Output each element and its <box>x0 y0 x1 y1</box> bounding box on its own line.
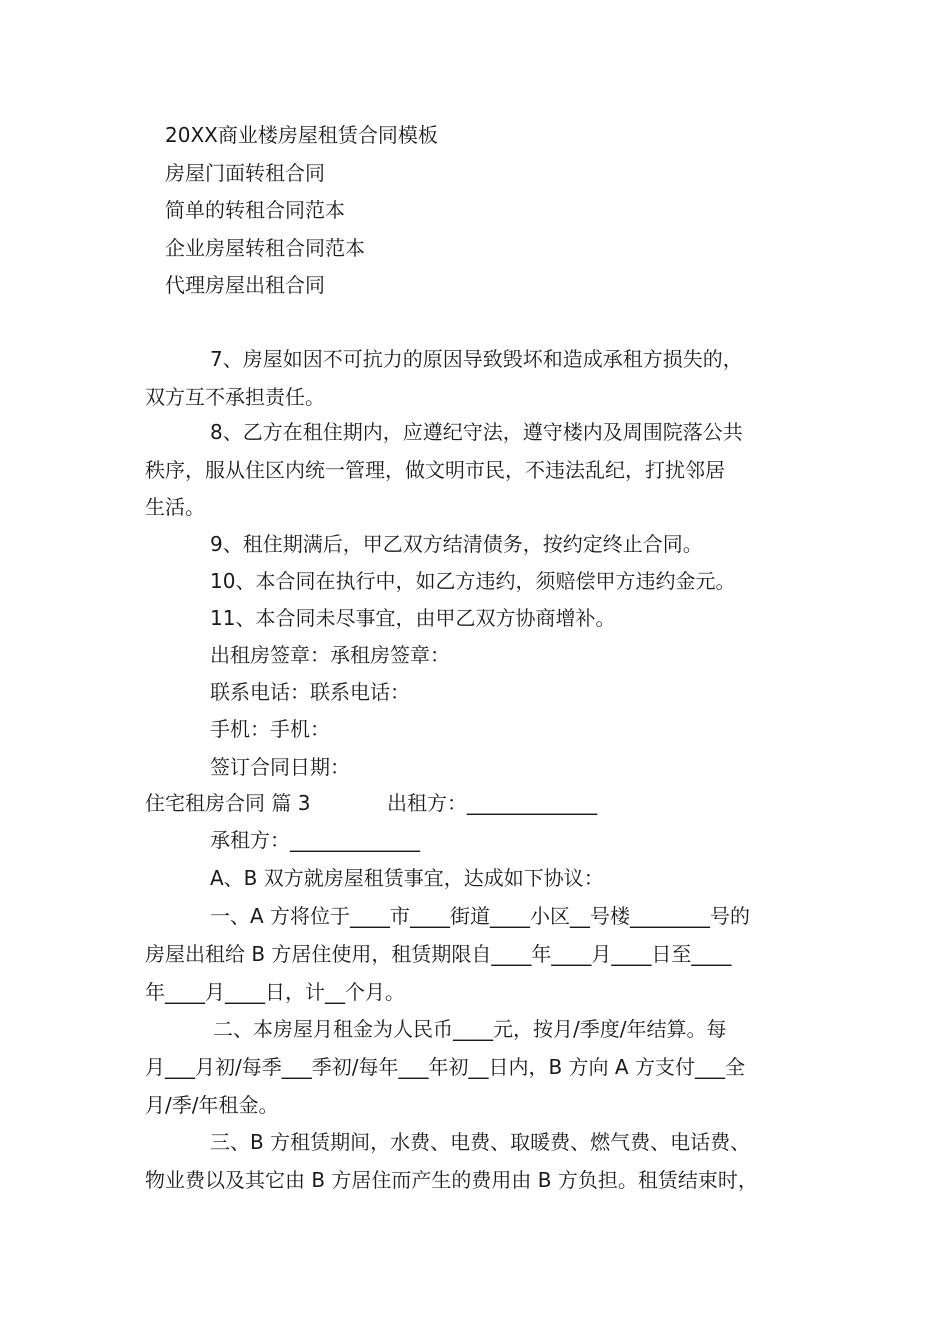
clause-7-cont: 双方互不承担责任。 <box>145 385 325 409</box>
related-link[interactable]: 20XX商业楼房屋租赁合同模板 <box>165 123 438 147</box>
related-link[interactable]: 房屋门面转租合同 <box>165 161 325 185</box>
term-2: 二、本房屋月租金为人民币____元，按月/季度/年结算。每 <box>213 1017 727 1041</box>
related-link[interactable]: 企业房屋转租合同范本 <box>165 236 365 260</box>
clause-11: 11、本合同未尽事宜，由甲乙双方协商增补。 <box>210 606 616 630</box>
clause-7: 7、房屋如因不可抗力的原因导致毁坏和造成承租方损失的， <box>210 347 743 371</box>
mobile-line: 手机：手机： <box>210 717 330 741</box>
clause-8-cont: 生活。 <box>145 495 205 519</box>
term-1-cont: 年____月____日，计__个月。 <box>145 980 405 1004</box>
related-link[interactable]: 简单的转租合同范本 <box>165 198 345 222</box>
lessee-line: 承租方：_____________ <box>210 828 420 852</box>
term-1: 一、A 方将位于____市____街道____小区__号楼________号的 <box>210 904 751 928</box>
clause-10: 10、本合同在执行中，如乙方违约，须赔偿甲方违约金元。 <box>210 569 736 593</box>
term-3: 三、B 方租赁期间，水费、电费、取暖费、燃气费、电话费、 <box>210 1130 751 1154</box>
section-title: 住宅租房合同 篇 3 <box>145 791 311 815</box>
term-1-cont: 房屋出租给 B 方居住使用，租赁期限自____年____月____日至____ <box>145 942 732 966</box>
term-2-cont: 月/季/年租金。 <box>145 1093 279 1117</box>
related-link[interactable]: 代理房屋出租合同 <box>165 273 325 297</box>
clause-9: 9、租住期满后，甲乙双方结清债务，按约定终止合同。 <box>210 532 703 556</box>
lessor-line: 出租方：_____________ <box>387 791 597 815</box>
term-3-cont: 物业费以及其它由 B 方居住而产生的费用由 B 方负担。租赁结束时， <box>145 1168 758 1192</box>
signature-line: 出租房签章：承租房签章： <box>210 643 450 667</box>
clause-8: 8、乙方在租住期内，应遵纪守法，遵守楼内及周围院落公共 <box>210 420 743 444</box>
clause-8-cont: 秩序，服从住区内统一管理，做文明市民，不违法乱纪，打扰邻居 <box>145 458 725 482</box>
sign-date-line: 签订合同日期： <box>210 755 350 779</box>
term-2-cont: 月___月初/每季___季初/每年___年初__日内，B 方向 A 方支付___全 <box>145 1055 745 1079</box>
phone-line: 联系电话：联系电话： <box>210 680 410 704</box>
agreement-intro: A、B 双方就房屋租赁事宜，达成如下协议： <box>210 866 604 890</box>
